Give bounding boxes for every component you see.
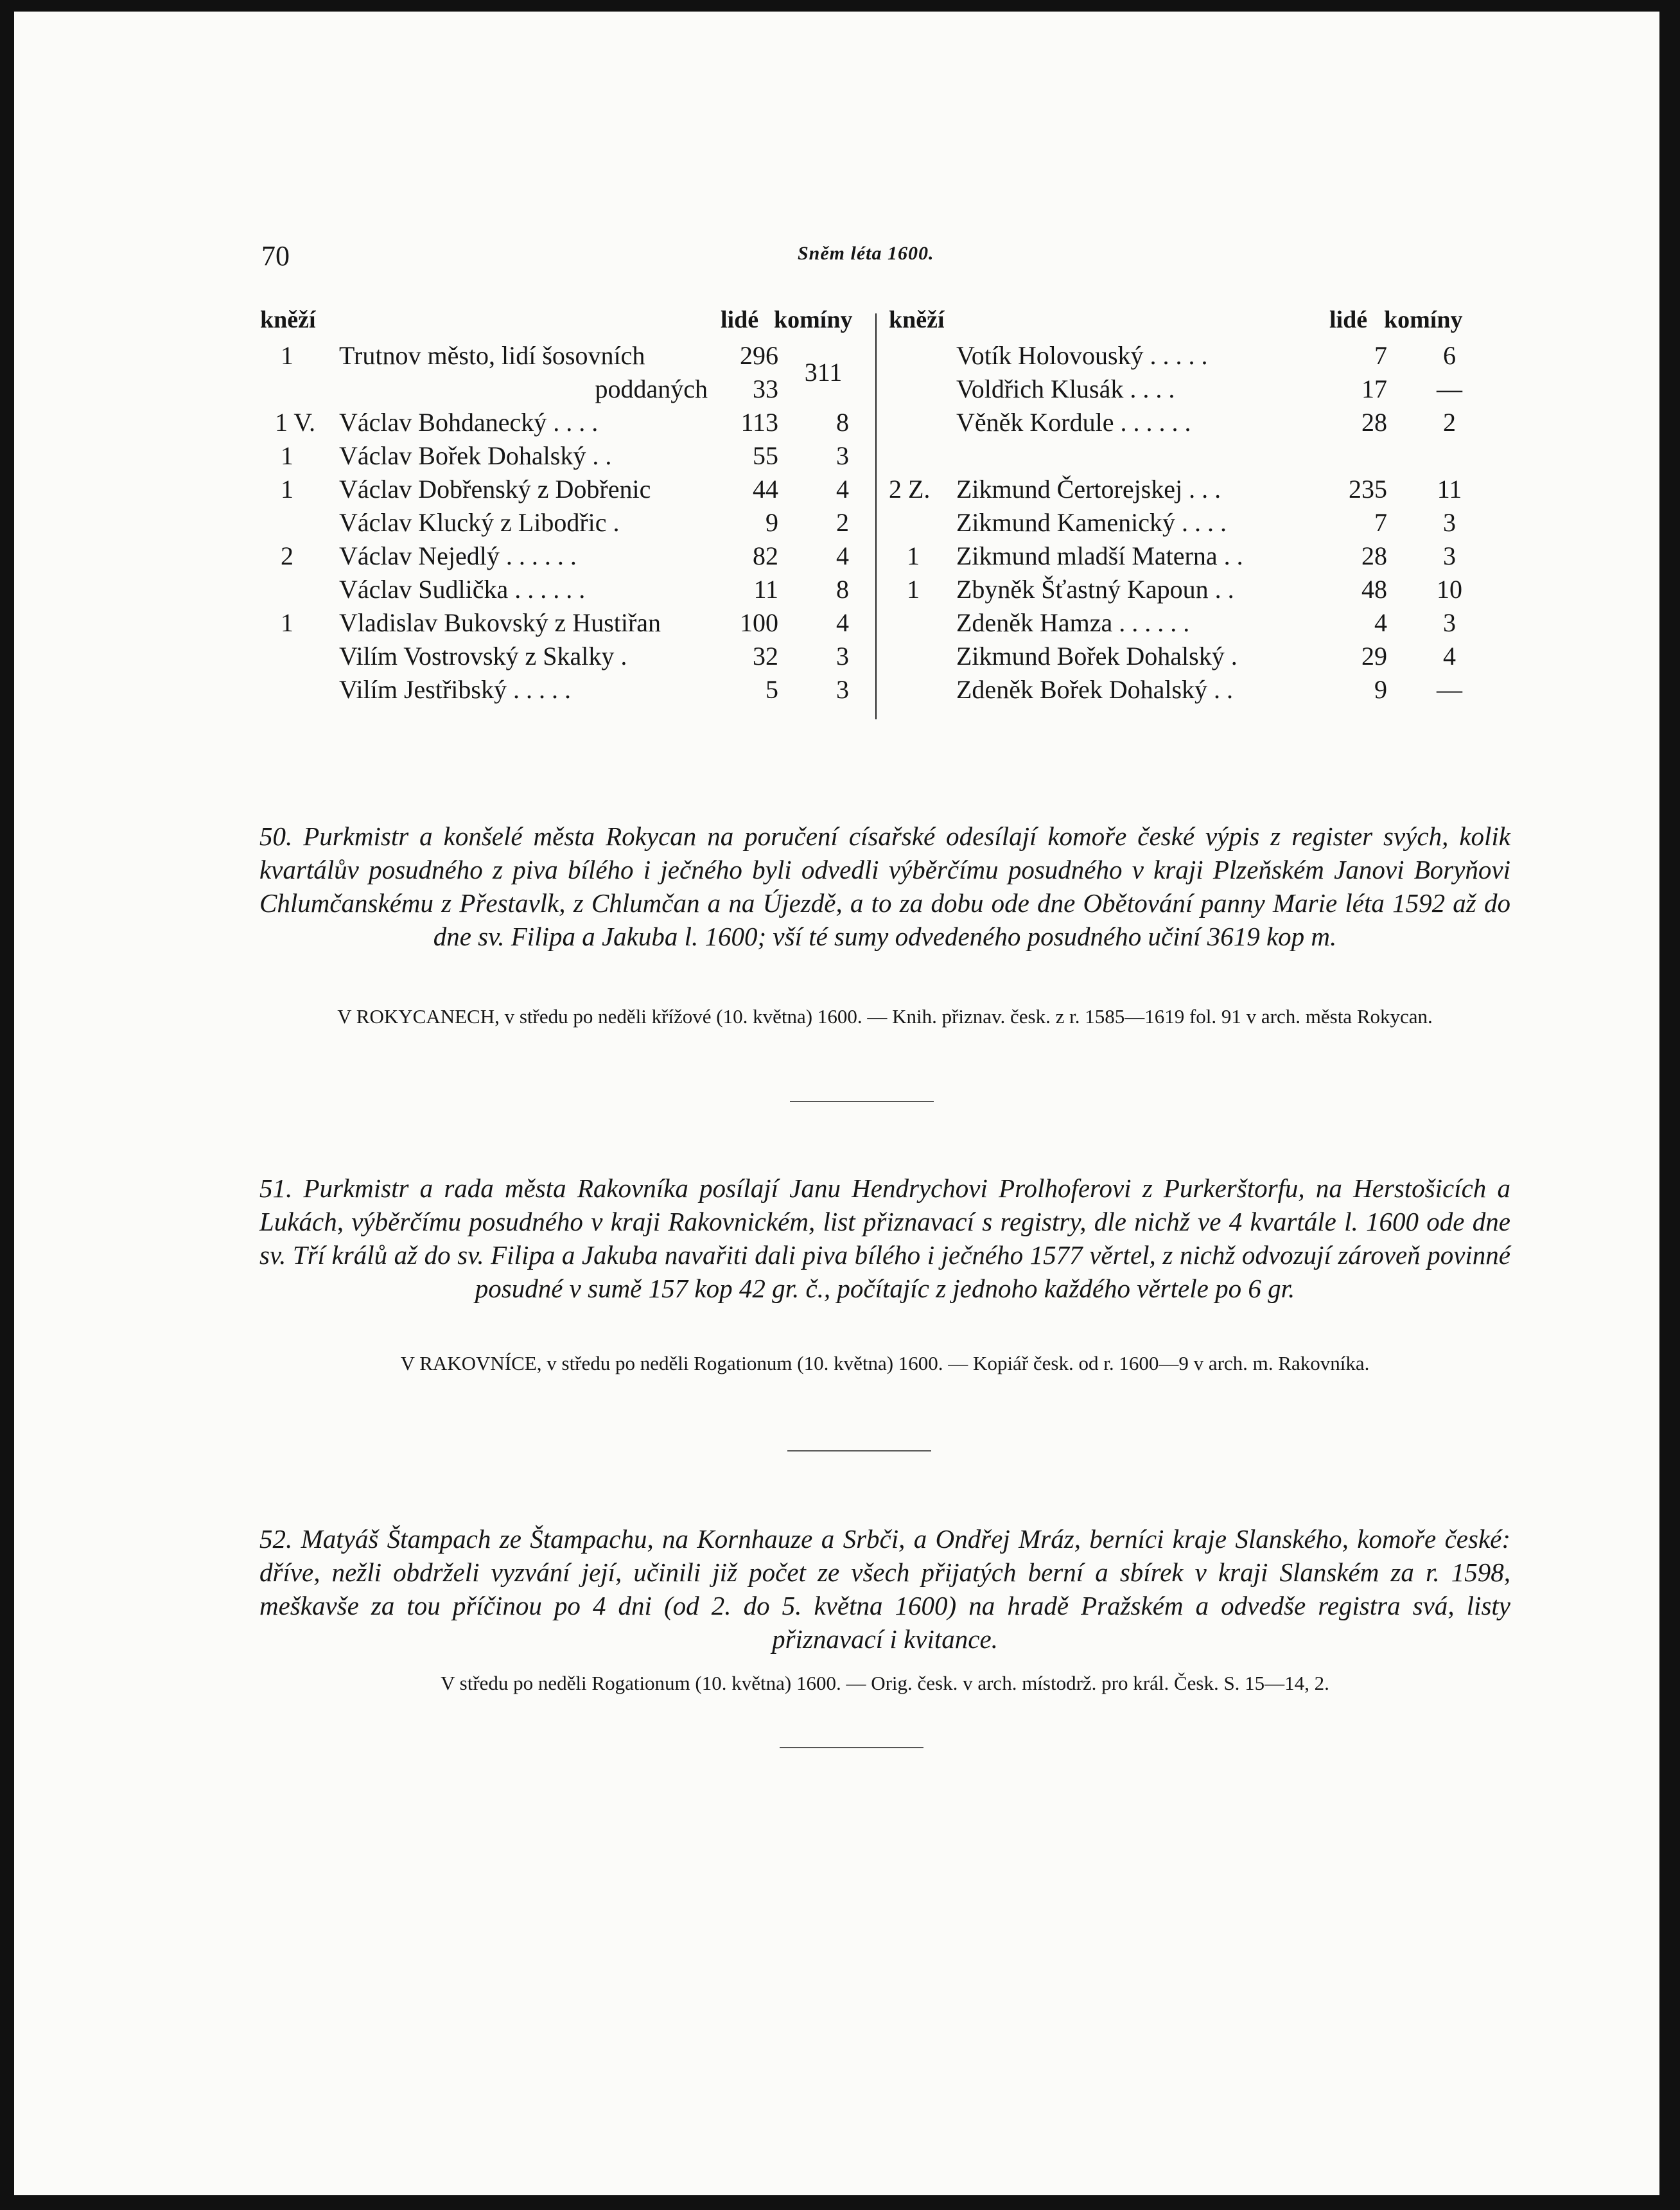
name-cell: Zdeněk Bořek Dohalský . . (956, 675, 1234, 704)
entry-50-text: 50. Purkmistr a konšelé města Rokycan na poručení císařské odesílají komoře české výpis z register svých, kolik kvartálův posudného z piva bílého i ječného byli odvedli výběrčímu posudného v kraji Plzeňském Janovi Boryňovi Chlumčanskému z Přestavlk, z Chlumčan a na Újezdě, a to za dobu ode dne Obětování panny Marie léta 1592 až do dne sv. Filipa a Jakuba l. 1600; vší té sumy odvedeného posudného učiní 3619 kop m. (259, 821, 1510, 951)
entry-51-text: 51. Purkmistr a rada města Rakovníka posílají Janu Hendrychovi Prolhoferovi z Purkerštorfu, na Herstošicích a Lukách, výběrčímu posudného v kraji Rakovnickém, list přiznavací s registry, dle nichž ve 4 kvartále l. 1600 ode dne sv. Tří králů až do sv. Filipa a Jakuba navařiti dali piva bílého i ječného 1577 věrtel, z nichž odvozují zároveň povinné posudné v sumě 157 kop 42 gr. č., počítajíc z jednoho každého věrtele po 6 gr. (259, 1173, 1510, 1303)
name-cell: Zbyněk Šťastný Kapoun . . (956, 575, 1234, 604)
kominy-cell: 2 (836, 508, 849, 537)
knezi-cell: 1 (281, 341, 293, 370)
lide-cell: 9 (1374, 675, 1387, 704)
name-cell: Voldřich Klusák . . . . (956, 374, 1175, 403)
right-header-knezi: kněží (889, 306, 945, 333)
separator-rule (780, 1747, 923, 1748)
trutnov-kominy-cell: 311 (804, 358, 843, 387)
knezi-cell: 1 (907, 575, 920, 604)
kominy-cell: 3 (836, 675, 849, 704)
left-header-knezi: kněží (260, 306, 316, 333)
entry-51-source: V RAKOVNÍCE, v středu po neděli Rogationum (10. května) 1600. — Kopiář česk. od r. 1600—9 v arch. m. Rakovníka. (400, 1352, 1370, 1374)
lide-cell: 4 (1374, 608, 1387, 637)
knezi-cell: 1 (281, 475, 293, 504)
lide-cell: 48 (1361, 575, 1387, 604)
name-cell: Václav Nejedlý . . . . . . (339, 541, 577, 570)
lide-cell: 44 (753, 475, 778, 504)
lide-cell: 33 (753, 374, 778, 403)
knezi-cell: 2 Z. (889, 475, 931, 504)
lide-cell: 113 (740, 408, 778, 437)
lide-cell: 17 (1361, 374, 1387, 403)
name-cell: Zikmund Čertorejskej . . . (956, 475, 1221, 504)
document-page (14, 12, 1659, 2195)
left-header-lide: lidé (721, 306, 759, 333)
kominy-cell: 4 (836, 475, 849, 504)
name-cell: Vladislav Bukovský z Hustiřan (339, 608, 661, 637)
name-cell: Václav Klucký z Libodřic . (339, 508, 620, 537)
name-cell: Václav Dobřenský z Dobřenic (339, 475, 651, 504)
kominy-cell: 3 (1443, 541, 1456, 570)
kominy-cell: 3 (836, 441, 849, 470)
name-cell: Věněk Kordule . . . . . . (956, 408, 1191, 437)
lide-cell: 7 (1374, 508, 1387, 537)
kominy-cell: 11 (1437, 475, 1462, 504)
name-cell: Vilím Jestřibský . . . . . (339, 675, 571, 704)
lide-cell: 7 (1374, 341, 1387, 370)
name-cell: Votík Holovouský . . . . . (956, 341, 1208, 370)
knezi-cell: 1 (281, 608, 293, 637)
kominy-cell: 3 (1443, 508, 1456, 537)
knezi-cell: 1 V. (275, 408, 316, 437)
lide-cell: 235 (1349, 475, 1387, 504)
separator-rule (790, 1101, 934, 1102)
running-title: Sněm léta 1600. (798, 243, 934, 264)
column-divider (875, 313, 877, 719)
name-cell: Zikmund Kamenický . . . . (956, 508, 1227, 537)
entry-52-text: 52. Matyáš Štampach ze Štampachu, na Kornhauze a Srbči, a Ondřej Mráz, berníci kraje Slanského, komoře české: dříve, nežli obdrželi vyzvání její, učinili již počet ze všech přijatých berní a sbírek v kraji Slanském za r. 1598, meškavše za tou příčinou po 4 dni (od 2. do 5. května 1600) na hradě Pražském a odvedše registra svá, listy přiznavací i kvitance. (259, 1524, 1510, 1654)
entry-50-source: V ROKYCANECH, v středu po neděli křížové (10. května) 1600. — Knih. přiznav. česk. z r. 1585—1619 fol. 91 v arch. města Rokycan. (337, 1005, 1433, 1028)
lide-cell: 11 (753, 575, 778, 604)
name-cell: Zikmund mladší Materna . . (956, 541, 1243, 570)
kominy-cell: 4 (836, 608, 849, 637)
knezi-cell: 2 (281, 541, 293, 570)
name-cell: Zikmund Bořek Dohalský . (956, 642, 1238, 671)
lide-cell: 9 (766, 508, 778, 537)
lide-cell: 296 (740, 341, 778, 370)
kominy-cell: 3 (836, 642, 849, 671)
kominy-cell: 8 (836, 408, 849, 437)
left-header-kominy: komíny (774, 306, 853, 333)
lide-cell: 82 (753, 541, 778, 570)
entry-52-source: V středu po neděli Rogationum (10. května) 1600. — Orig. česk. v arch. místodrž. pro král. Česk. S. 15—14, 2. (441, 1672, 1329, 1694)
lide-cell: 100 (740, 608, 778, 637)
kominy-cell: 8 (836, 575, 849, 604)
lide-cell: 28 (1361, 408, 1387, 437)
page-number: 70 (261, 240, 290, 272)
kominy-cell: 10 (1437, 575, 1462, 604)
lide-cell: 55 (753, 441, 778, 470)
kominy-cell: 6 (1443, 341, 1456, 370)
lide-cell: 29 (1361, 642, 1387, 671)
lide-cell: 28 (1361, 541, 1387, 570)
kominy-cell: 2 (1443, 408, 1456, 437)
name-cell: Vilím Vostrovský z Skalky . (339, 642, 627, 671)
name-cell: Václav Sudlička . . . . . . (339, 575, 586, 604)
right-header-kominy: komíny (1384, 306, 1463, 333)
kominy-cell: — (1437, 675, 1462, 704)
separator-rule (787, 1450, 931, 1451)
lide-cell: 5 (766, 675, 778, 704)
kominy-cell: — (1437, 374, 1462, 403)
name-cell: poddaných (595, 374, 708, 403)
right-header-lide: lidé (1329, 306, 1368, 333)
kominy-cell: 3 (1443, 608, 1456, 637)
knezi-cell: 1 (281, 441, 293, 470)
name-cell: Václav Bořek Dohalský . . (339, 441, 612, 470)
name-cell: Václav Bohdanecký . . . . (339, 408, 599, 437)
name-cell: Trutnov město, lidí šosovních (339, 341, 645, 370)
knezi-cell: 1 (907, 541, 920, 570)
kominy-cell: 4 (836, 541, 849, 570)
lide-cell: 32 (753, 642, 778, 671)
name-cell: Zdeněk Hamza . . . . . . (956, 608, 1190, 637)
kominy-cell: 4 (1443, 642, 1456, 671)
